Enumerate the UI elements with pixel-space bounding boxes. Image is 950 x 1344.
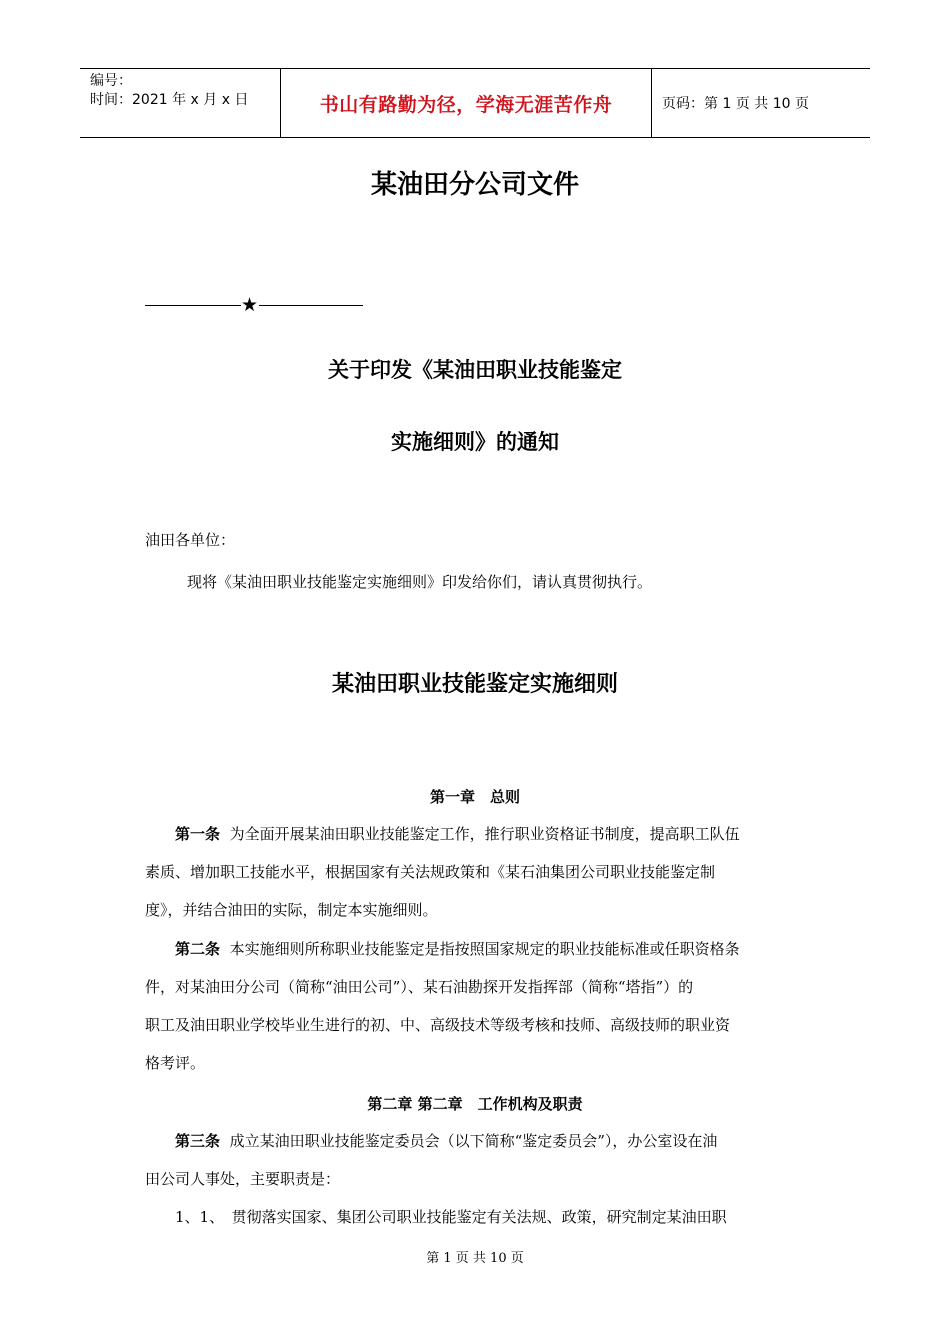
document-header bbox=[80, 68, 870, 138]
star-icon: ★ bbox=[241, 294, 259, 316]
article-1-line1: 为全面开展某油田职业技能鉴定工作，推行职业资格证书制度，提高职工队伍 bbox=[229, 825, 740, 843]
article-2-line1: 本实施细则所称职业技能鉴定是指按照国家规定的职业技能标准或任职资格条 bbox=[229, 940, 740, 958]
header-meta-cell bbox=[80, 69, 281, 137]
article-1 bbox=[145, 815, 805, 929]
article-3-label: 第三条 bbox=[175, 1132, 221, 1150]
header-code: 编号： bbox=[90, 73, 132, 89]
divider-line-right bbox=[259, 305, 363, 306]
article-1-line3: 度》，并结合油田的实际，制定本实施细则。 bbox=[145, 901, 438, 919]
notice-title-line2: 实施细则》的通知 bbox=[391, 430, 559, 454]
header-page-info: 页码：第 1 页 共 10 页 bbox=[662, 96, 809, 112]
article-1-line2: 素质、增加职工技能水平，根据国家有关法规政策和《某石油集团公司职业技能鉴定制 bbox=[145, 863, 716, 881]
intro-paragraph: 现将《某油田职业技能鉴定实施细则》印发给你们，请认真贯彻执行。 bbox=[187, 573, 653, 591]
article-1-label: 第一条 bbox=[175, 825, 221, 843]
article-2-label: 第二条 bbox=[175, 940, 221, 958]
chapter-1-heading: 第一章 总则 bbox=[429, 788, 520, 806]
article-3-line2: 田公司人事处，主要职责是： bbox=[145, 1170, 341, 1188]
header-time: 时间：2021 年 x 月 x 日 bbox=[90, 92, 249, 108]
article-3-item-1: 1、1、 贯彻落实国家、集团公司职业技能鉴定有关法规、政策，研究制定某油田职 bbox=[175, 1208, 727, 1226]
article-2-line2: 件，对某油田分公司（简称“油田公司”）、某石油勘探开发指挥部（简称“塔指”）的 bbox=[145, 978, 694, 996]
org-title: 某油田分公司文件 bbox=[370, 170, 579, 200]
divider-line-left bbox=[145, 305, 241, 306]
header-motto: 书山有路勤为径，学海无涯苦作舟 bbox=[281, 69, 652, 137]
article-2-line3: 职工及油田职业学校毕业生进行的初、中、高级技术等级考核和技师、高级技师的职业资 bbox=[145, 1016, 731, 1034]
rules-title: 某油田职业技能鉴定实施细则 bbox=[331, 672, 618, 697]
star-divider bbox=[145, 292, 363, 318]
chapter-2-heading: 第二章 第二章 工作机构及职责 bbox=[367, 1095, 583, 1113]
addressee: 油田各单位： bbox=[145, 531, 236, 549]
page-footer: 第 1 页 共 10 页 bbox=[426, 1251, 524, 1266]
article-2-line4: 格考评。 bbox=[145, 1054, 206, 1072]
article-2 bbox=[145, 930, 805, 1082]
article-3-line1: 成立某油田职业技能鉴定委员会（以下简称“鉴定委员会”），办公室设在油 bbox=[229, 1132, 718, 1150]
notice-title-line1: 关于印发《某油田职业技能鉴定 bbox=[328, 358, 622, 382]
article-3 bbox=[145, 1122, 805, 1236]
